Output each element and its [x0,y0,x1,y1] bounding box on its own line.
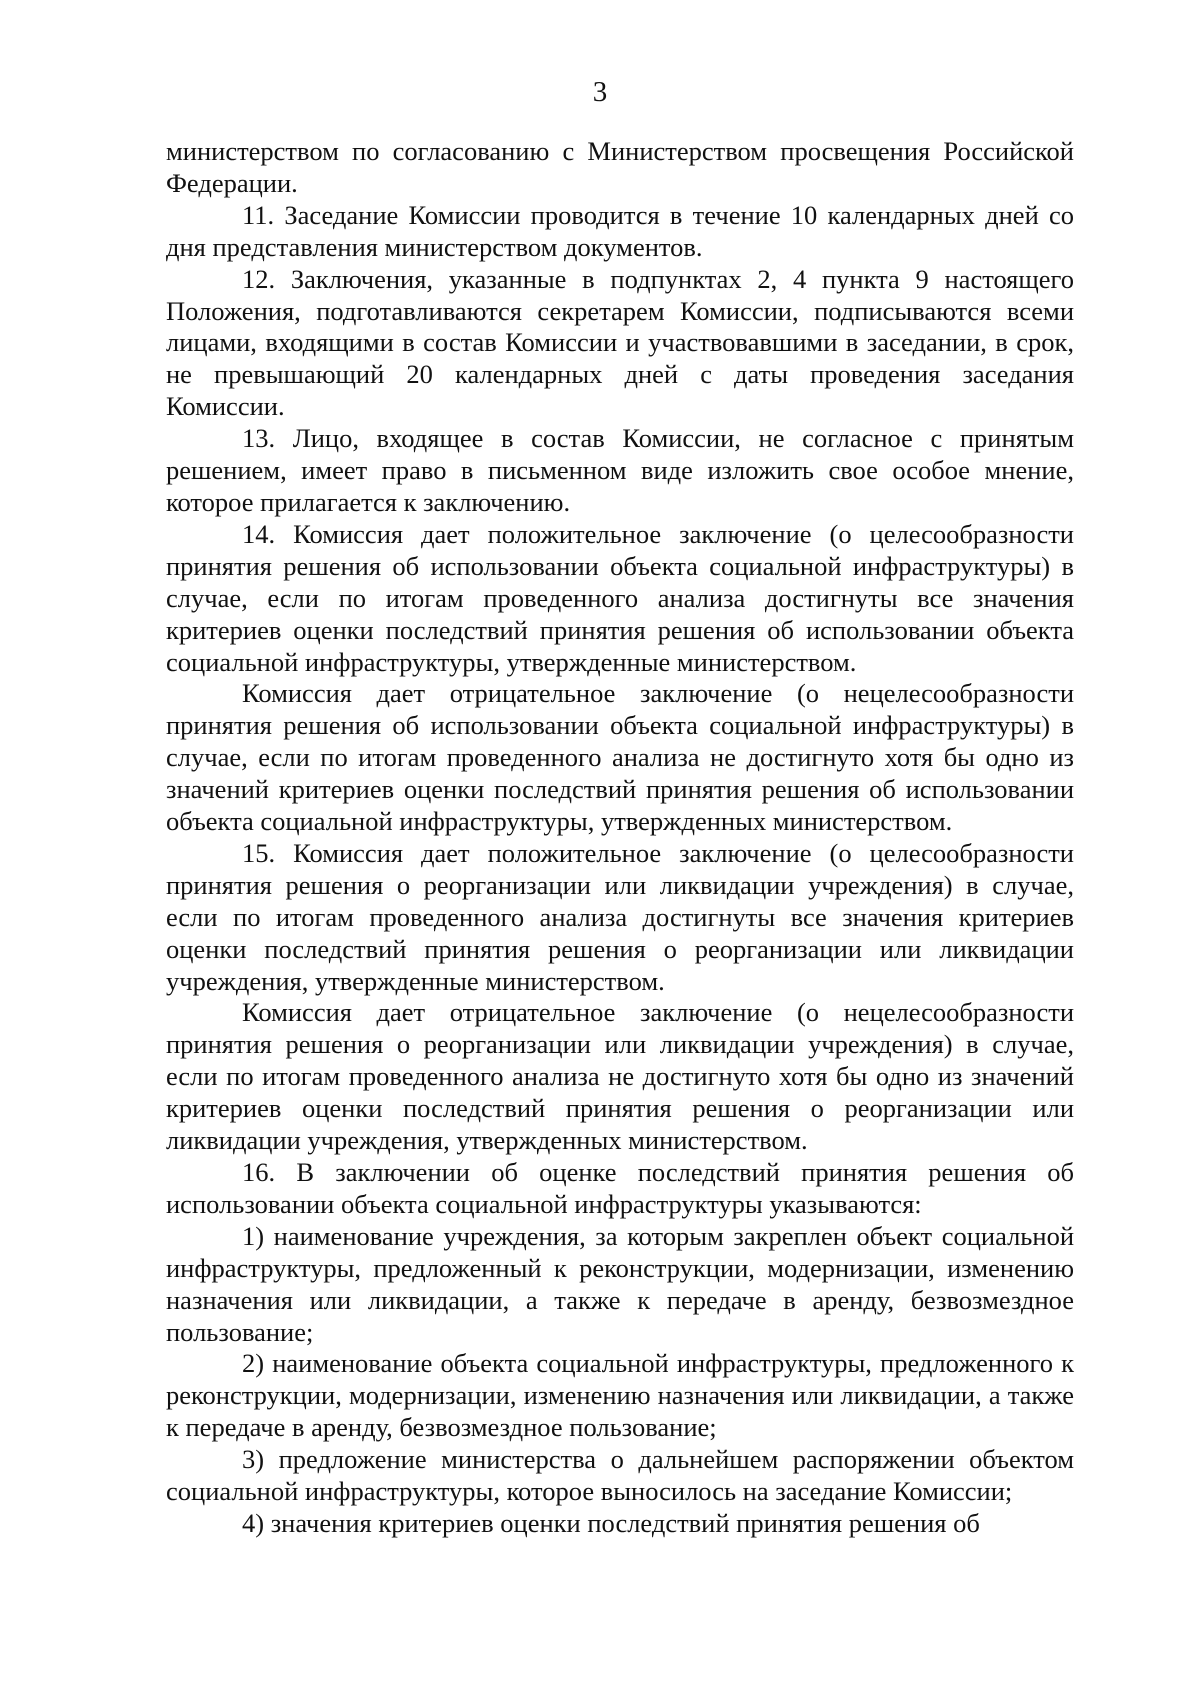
list-item-3: 3) предложение министерства о дальнейшем распоряжении объектом социальной инфраструктуры, которое выносилось на заседание Комиссии; [166,1444,1074,1507]
paragraph-14: 14. Комиссия дает положительное заключение (о целесообразности принятия решения об использовании объекта социальной инфраструктуры) в случае, если по итогам проведенного анализа достигнуты все значения критериев оценки последствий принятия решения об использовании объекта социальной инфраструктуры, утвержденные министерством. [166,518,1074,677]
paragraph-11: 11. Заседание Комиссии проводится в течение 10 календарных дней со дня представления министерством документов. [166,199,1074,262]
page-number: 3 [592,76,608,108]
paragraph-13: 13. Лицо, входящее в состав Комиссии, не согласное с принятым решением, имеет право в письменном виде изложить свое особое мнение, которое прилагается к заключению. [166,423,1074,517]
paragraph-continuation: министерством по согласованию с Министерством просвещения Российской Федерации. [166,136,1074,198]
paragraph-15-negative: Комиссия дает отрицательное заключение (о нецелесообразности принятия решения о реорганизации или ликвидации учреждения) в случае, если по итогам проведенного анализа не достигнуто хотя бы одно из значений критериев оценки последствий принятия решения о реорганизации или ликвидации учреждения, утвержденных министерством. [166,997,1074,1156]
list-item-1: 1) наименование учреждения, за которым закреплен объект социальной инфраструктуры, предложенный к реконструкции, модернизации, изменению назначения или ликвидации, а также к передаче в аренду, безвозмездное пользование; [166,1220,1074,1347]
paragraph-14-negative: Комиссия дает отрицательное заключение (о нецелесообразности принятия решения об использовании объекта социальной инфраструктуры) в случае, если по итогам проведенного анализа не достигнуто хотя бы одно из значений критериев оценки последствий принятия решения об использовании объекта социальной инфраструктуры, утвержденных министерством. [166,678,1074,837]
paragraph-12: 12. Заключения, указанные в подпунктах 2, 4 пункта 9 настоящего Положения, подготавливаются секретарем Комиссии, подписываются всеми лицами, входящими в состав Комиссии и участвовавшими в заседании, в срок, не превышающий 20 календарных дней с даты проведения заседания Комиссии. [166,263,1074,422]
paragraph-15: 15. Комиссия дает положительное заключение (о целесообразности принятия решения о реорганизации или ликвидации учреждения) в случае, если по итогам проведенного анализа достигнуты все значения критериев оценки последствий принятия решения о реорганизации или ликвидации учреждения, утвержденные министерством. [166,837,1074,996]
list-item-4: 4) значения критериев оценки последствий принятия решения об [242,1507,980,1538]
list-item-2: 2) наименование объекта социальной инфраструктуры, предложенного к реконструкции, модернизации, изменению назначения или ликвидации, а также к передаче в аренду, безвозмездное пользование; [166,1348,1074,1443]
paragraph-16: 16. В заключении об оценке последствий принятия решения об использовании объекта социальной инфраструктуры указываются: [166,1157,1074,1219]
document-body [166,136,1074,1540]
